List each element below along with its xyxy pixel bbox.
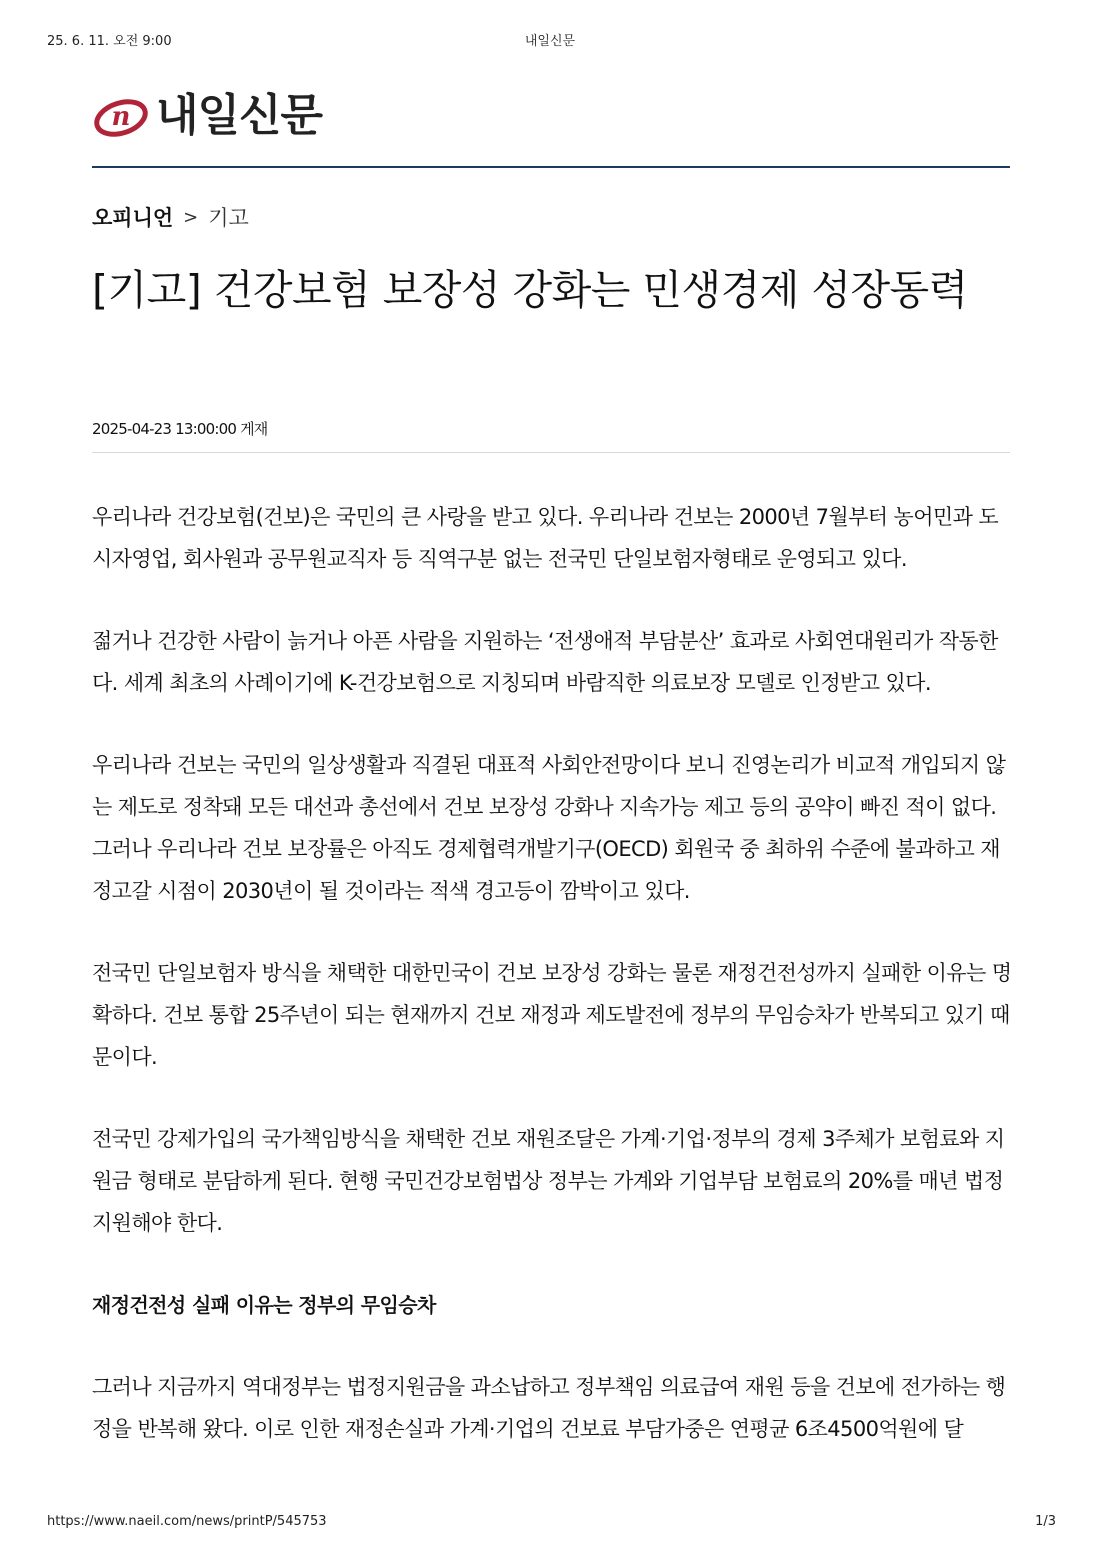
breadcrumb-subsection[interactable]: 기고 (208, 206, 249, 230)
site-logo[interactable] (92, 88, 322, 144)
print-page-number: 1/3 (1035, 1514, 1056, 1529)
print-url: https://www.naeil.com/news/printP/545753 (47, 1514, 327, 1529)
breadcrumb-separator-icon: > (183, 206, 199, 228)
breadcrumb (92, 202, 249, 232)
masthead-divider (92, 166, 1010, 168)
article-subheading: 재정건전성 실패 이유는 정부의 무임승차 (92, 1293, 436, 1317)
print-datetime: 25. 6. 11. 오전 9:00 (47, 34, 172, 49)
article-divider (92, 452, 1010, 453)
article-paragraph: 전국민 단일보험자 방식을 채택한 대한민국이 건보 보장성 강화는 물론 재정건전성까지 실패한 이유는 명확하다. 건보 통합 25주년이 되는 현재까지 건보 재정과 제도발전에 정부의 무임승차가 반복되고 있기 때문이다. (92, 961, 1012, 1069)
print-header (0, 30, 1100, 50)
article-body (92, 496, 1012, 1490)
print-footer (0, 1514, 1100, 1534)
article-paragraph: 전국민 강제가입의 국가책임방식을 채택한 건보 재원조달은 가계·기업·정부의 경제 3주체가 보험료와 지원금 형태로 분담하게 된다. 현행 국민건강보험법상 정부는 가계와 기업부담 보험료의 20%를 매년 법정 지원해야 한다. (92, 1127, 1005, 1235)
print-page-title: 내일신문 (524, 34, 576, 49)
logo-wordmark: 내일신문 (156, 90, 323, 141)
logo-mark-letter: n (111, 102, 131, 132)
article-paragraph: 그러나 지금까지 역대정부는 법정지원금을 과소납하고 정부책임 의료급여 재원 등을 건보에 전가하는 행정을 반복해 왔다. 이로 인한 재정손실과 가계·기업의 건보료 부담가중은 연평균 6조4500억원에 달 (92, 1375, 1006, 1441)
article-dateline: 2025-04-23 13:00:00 게재 (92, 420, 268, 438)
article-paragraph: 우리나라 건강보험(건보)은 국민의 큰 사랑을 받고 있다. 우리나라 건보는 2000년 7월부터 농어민과 도시자영업, 회사원과 공무원교직자 등 직역구분 없는 전국민 단일보험자형태로 운영되고 있다. (92, 505, 999, 571)
breadcrumb-section[interactable]: 오피니언 (92, 206, 174, 230)
article-headline: [기고] 건강보험 보장성 강화는 민생경제 성장동력 (92, 266, 968, 314)
article-paragraph: 젊거나 건강한 사람이 늙거나 아픈 사람을 지원하는 ‘전생애적 부담분산’ 효과로 사회연대원리가 작동한다. 세계 최초의 사례이기에 K-건강보험으로 지칭되며 바람직한 의료보장 모델로 인정받고 있다. (92, 629, 998, 695)
logo-mark-icon (92, 93, 150, 139)
article-paragraph: 우리나라 건보는 국민의 일상생활과 직결된 대표적 사회안전망이다 보니 진영논리가 비교적 개입되지 않는 제도로 정착돼 모든 대선과 총선에서 건보 보장성 강화나 지속가능 제고 등의 공약이 빠진 적이 없다. 그러나 우리나라 건보 보장률은 아직도 경제협력개발기구(OECD) 회원국 중 최하위 수준에 불과하고 재정고갈 시점이 2030년이 될 것이라는 적색 경고등이 깜박이고 있다. (92, 753, 1006, 903)
